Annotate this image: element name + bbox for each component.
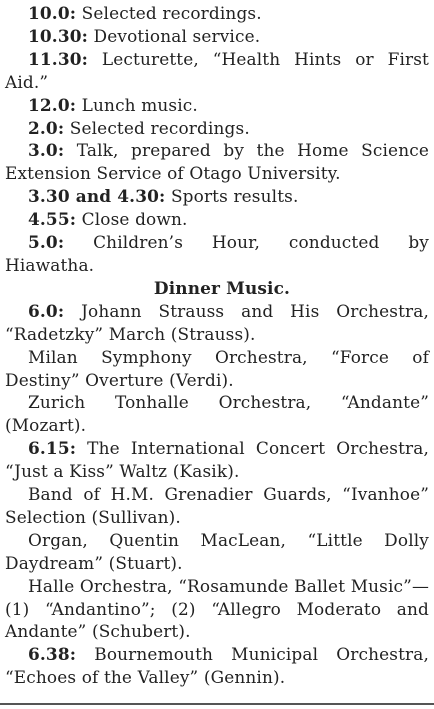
listing-text: Close down.: [76, 209, 188, 230]
listing-text: Devotional service.: [88, 25, 261, 46]
dinner-music-entry: [5, 575, 429, 644]
listing-time: 3.0:: [28, 140, 65, 161]
dinner-music-entry: [5, 437, 429, 483]
listing-entry: [5, 94, 429, 117]
listing-time: 10.0:: [28, 3, 77, 23]
listing-text: Children’s Hour, conducted by Hiawatha.: [5, 232, 429, 275]
listing-time: 6.15:: [28, 438, 77, 459]
dinner-music-entry: [5, 346, 429, 392]
listing-text: Lecturette, “Health Hints or First Aid.”: [5, 48, 429, 92]
listing-entry: [5, 48, 429, 94]
listing-time: 6.0:: [28, 300, 65, 321]
dinner-music-entry: [5, 529, 429, 575]
listing-text: The International Concert Orchestra, “Just a Kiss” Waltz (Kasik).: [5, 438, 429, 482]
listing-text: Bournemouth Municipal Orchestra, “Echoes of the Valley” (Gennin).: [5, 644, 429, 688]
listing-text: Johann Strauss and His Orchestra, “Radetzky” March (Strauss).: [5, 300, 429, 344]
listing-text: Talk, prepared by the Home Science Extension Service of Otago University.: [5, 140, 429, 184]
listing-text: Selected recordings.: [76, 3, 262, 23]
listing-text: Band of H.M. Grenadier Guards, “Ivanhoe” Selection (Sullivan).: [5, 484, 429, 527]
listing-time: 4.55:: [28, 209, 77, 230]
column-divider: [0, 703, 434, 705]
listing-text: Halle Orchestra, “Rosamunde Ballet Music”—(1) “Andantino”; (2) “Allegro Moderato and Andante” (Schubert).: [5, 575, 429, 642]
listing-text: Lunch music.: [76, 94, 198, 115]
listing-time: 5.0:: [28, 232, 65, 253]
listing-text: Organ, Quentin MacLean, “Little Dolly Daydream” (Stuart).: [5, 529, 429, 573]
listing-entry: [5, 185, 429, 208]
listing-entry: [5, 208, 429, 231]
listing-entry: [5, 139, 429, 185]
dinner-music-entry: [5, 483, 429, 529]
listing-time: 6.38:: [28, 644, 77, 665]
listing-entry: [5, 25, 429, 48]
listing-time: 10.30:: [28, 25, 89, 46]
listing-time: 11.30:: [28, 48, 89, 69]
listing-text: Selected recordings.: [64, 117, 250, 138]
dinner-music-entry: [5, 391, 429, 437]
listing-time: 3.30 and 4.30:: [28, 186, 166, 207]
newspaper-column: [5, 2, 429, 689]
listing-entry: [5, 117, 429, 140]
dinner-music-entry: [5, 643, 429, 689]
listing-text: Zurich Tonhalle Orchestra, “Andante” (Mozart).: [5, 392, 429, 436]
listing-entry: [5, 2, 429, 25]
section-heading: Dinner Music.: [153, 277, 291, 298]
listing-time: 2.0:: [28, 117, 65, 138]
listing-text: Sports results.: [165, 186, 299, 207]
listing-text: Milan Symphony Orchestra, “Force of Destiny” Overture (Verdi).: [5, 346, 429, 390]
listing-time: 12.0:: [28, 94, 77, 115]
dinner-music-entry: [5, 300, 429, 346]
listing-entry: [5, 231, 429, 277]
